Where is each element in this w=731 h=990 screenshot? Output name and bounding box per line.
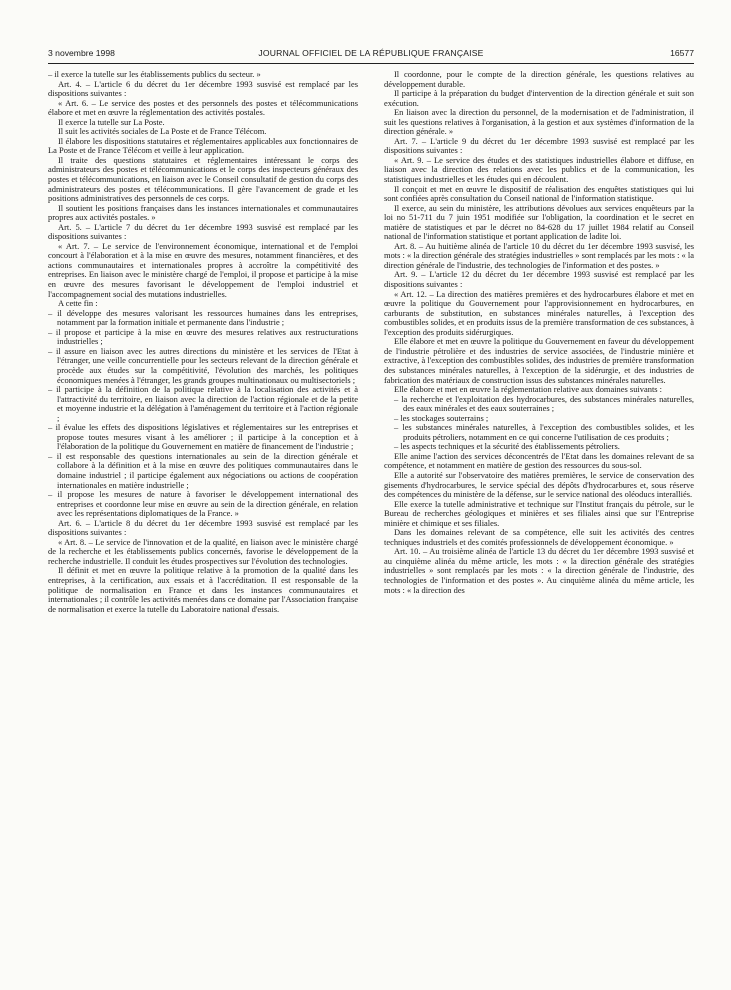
paragraph: Il définit et met en œuvre la politique relative à la promotion de la qualité dans les entreprises, à la certification, aux essais et à l'accréditation. Il est responsable de la politique de normalisation en France et dans les instances communautaires et internationales ; il contrôle les activités menées dans ce domaine par l'Association française de normalisation et exerce la tutelle du Laboratoire national d'essais. [48,565,358,614]
list-item: – les aspects techniques et la sécurité des établissements pétroliers. [394,441,620,452]
list-item: – il propose les mesures de nature à favoriser le développement international des entreprises et coordonne leur mise en œuvre au sein de la direction générale, en relation avec les représentations diplomatiques de la France. » [48,489,358,519]
paragraph: Dans les domaines relevant de sa compétence, elle suit les activités des centres techniques industriels et des comités professionnels de développement économique. » [384,527,694,547]
paragraph: « Art. 12. – La direction des matières premières et des hydrocarbures élabore et met en œuvre la politique du Gouvernement pour l'approvisionnement en hydrocarbures, en carburants de substitution, en substances minérales naturelles, à l'exception des combustibles solides, et en produits issus de la première transformation de ces substances, à l'exception des produits sidérurgiques. [384,288,694,337]
paragraph: Art. 6. – L'article 8 du décret du 1er décembre 1993 susvisé est remplacé par les dispositions suivantes : [48,517,358,538]
list-item: – il développe des mesures valorisant les ressources humaines dans les entreprises, notamment par la formation initiale et permanente dans l'industrie ; [48,307,358,328]
paragraph: Art. 8. – Au huitième alinéa de l'article 10 du décret du 1er décembre 1993 susvisé, les mots : « la direction générale des stratégies industrielles » sont remplacés par les mots : « la direction générale de l'industrie, des technologies de l'information et des postes. » [384,240,694,270]
paragraph: Elle exerce la tutelle administrative et technique sur l'Institut français du pétrole, sur le Bureau de recherches géologiques et minières et ses filiales ainsi que sur l'Entreprise minière et chimique et ses filiales. [384,498,694,528]
header-date: 3 novembre 1998 [48,48,115,58]
paragraph: « Art. 6. – Le service des postes et des personnels des postes et télécommunications élabore et met en œuvre la réglementation des activités postales. [48,97,358,118]
header-rule [48,63,694,64]
paragraph: Il suit les activités sociales de La Poste et de France Télécom. [58,126,267,137]
paragraph: Il exerce, au sein du ministère, les attributions dévolues aux services enquêteurs par la loi no 51-711 du 7 juin 1951 modifiée sur l'obligation, la coordination et le secret en matière de statistiques et par le décret no 84-628 du 17 juillet 1984 relatif au Conseil national de l'information statistique et portant application de ladite loi. [384,202,694,242]
paragraph: Art. 5. – L'article 7 du décret du 1er décembre 1993 susvisé est remplacé par les dispositions suivantes : [48,221,358,242]
paragraph: Il participe à la préparation du budget d'intervention de la direction générale et suit son exécution. [384,88,694,108]
list-item: – il propose et participe à la mise en œuvre des mesures relatives aux restructurations industrielles ; [48,326,358,347]
paragraph: Il coordonne, pour le compte de la direction générale, les questions relatives au développement durable. [384,70,694,89]
list-item: – les stockages souterrains ; [394,412,489,423]
list-item: – il exerce la tutelle sur les établissements publics du secteur. » [48,70,261,79]
paragraph: Il traite des questions statutaires et réglementaires intéressant le corps des administrateurs des postes et télécommunications et le corps des inspecteurs généraux des postes et télécommunications, en liaison avec le Conseil consultatif de gestion du corps des administrateurs des postes et télécommunications. Il gère l'avancement de grade et les positions administratives des personnels de ces corps. [48,154,358,204]
paragraph: « Art. 9. – Le service des études et des statistiques industrielles élabore et diffuse, en liaison avec la direction des relations avec les publics et de la communication, les statistiques industrielles et les études qui en découlent. [384,154,694,185]
paragraph: A cette fin : [58,298,98,309]
paragraph: Art. 10. – Au troisième alinéa de l'article 13 du décret du 1er décembre 1993 susvisé et au cinquième alinéa du même article, les mots : « la direction générale des stratégies industrielles » sont remplacés par les mots : « la direction générale de l'industrie, des technologies de l'information et des postes ». Au cinquième alinéa du même article, les mots : « la direction des [384,546,694,595]
paragraph: « Art. 7. – Le service de l'environnement économique, international et de l'emploi concourt à l'élaboration et à la mise en œuvre des mesures, notamment financières, et des actions communautaires et internationales propres à accroître la compétitivité des entreprises. En liaison avec le ministère chargé de l'emploi, il propose et participe à la mise en œuvre des mesures favorisant le développement de l'emploi industriel et l'accompagnement social des mutations industrielles. [48,240,358,299]
left-column [48,70,358,970]
paragraph: Il exerce la tutelle sur La Poste. [58,116,165,127]
paragraph: Elle élabore et met en œuvre la réglementation relative aux domaines suivants : [394,384,663,395]
list-item: – la recherche et l'exploitation des hydrocarbures, des substances minérales naturelles, des eaux minérales et des eaux souterraines ; [394,393,694,414]
right-column [384,70,694,970]
paragraph: « Art. 8. – Le service de l'innovation et de la qualité, en liaison avec le ministère chargé de la recherche et les établissements publics concernés, favorise le développement de la recherche industrielle. Il conduit les études prospectives sur l'évolution des technologies. [48,536,358,566]
paragraph: Art. 4. – L'article 6 du décret du 1er décembre 1993 susvisé est remplacé par les dispositions suivantes : [48,78,358,99]
paragraph: Elle anime l'action des services déconcentrés de l'Etat dans les domaines relevant de sa compétence, et notamment en matière de gestion des ressources du sous-sol. [384,450,694,471]
list-item: – les substances minérales naturelles, à l'exception des combustibles solides, et les produits pétroliers, notamment en ce qui concerne l'utilisation de ces produits ; [394,422,694,442]
paragraph: Il soutient les positions françaises dans les instances internationales et communautaires propres aux activités postales. » [48,202,358,223]
list-item: – il participe à la définition de la politique relative à la localisation des activités et à l'attractivité du territoire, en liaison avec la direction de l'action régionale et de la petite et moyenne industrie et la délégation à l'aménagement du territoire et à l'action régionale ; [48,384,358,423]
paragraph: Il conçoit et met en œuvre le dispositif de réalisation des enquêtes statistiques qui lui sont confiées après consultation du Conseil national de l'information statistique. [384,183,694,204]
list-item: – il assure en liaison avec les autres directions du ministère et les services de l'Etat à l'étranger, une veille concurrentielle pour les secteurs relevant de la direction générale et procède aux études sur la compétitivité, l'évolution des marchés, les politiques économiques menées à l'étranger, les grands groupes multinationaux ou multisectoriels ; [48,345,358,385]
paragraph: Art. 7. – L'article 9 du décret du 1er décembre 1993 susvisé est remplacé par les dispositions suivantes : [384,135,694,156]
paragraph: Il élabore les dispositions statutaires et réglementaires applicables aux fonctionnaires de La Poste et de France Télécom et veille à leur application. [48,135,358,156]
list-item: – il évalue les effets des dispositions législatives et réglementaires sur les entreprises et propose toutes mesures visant à les améliorer ; il participe à la conception et à l'élaboration de la politique du Gouvernement en matière de financement de l'industrie ; [48,422,358,452]
paragraph: Art. 9. – L'article 12 du décret du 1er décembre 1993 susvisé est remplacé par les dispositions suivantes : [384,269,694,290]
paragraph: Elle élabore et met en œuvre la politique du Gouvernement en faveur du développement de l'industrie pétrolière et des industries de service associées, de l'industrie minière et extractive, à l'exception des combustibles solides, des industries de première transformation des substances minérales naturelles, à l'exception de la sidérurgie, et des industries de fabrication des matériaux de construction issus des substances minérales naturelles. [384,336,694,385]
paragraph: En liaison avec la direction du personnel, de la modernisation et de l'administration, il suit les questions relatives à l'organisation, à la gestion et aux systèmes d'information de la direction générale. » [384,107,694,137]
list-item: – il est responsable des questions internationales au sein de la direction générale et collabore à la définition et à la mise en œuvre des politiques communautaires dans le domaine industriel ; il participe également aux négociations ou actions de coopération internationales en matière industrielle ; [48,450,358,490]
page-header [48,48,694,62]
journal-title: JOURNAL OFFICIEL DE LA RÉPUBLIQUE FRANÇAISE [258,48,484,58]
paragraph: Elle a autorité sur l'observatoire des matières premières, le service de conservation des gisements d'hydrocarbures, le service spécial des dépôts d'hydrocarbures et, sous réserve des compétences du ministère de la défense, sur le service national des oléoducs interalliés. [384,469,694,500]
page-number: 16577 [670,48,694,58]
